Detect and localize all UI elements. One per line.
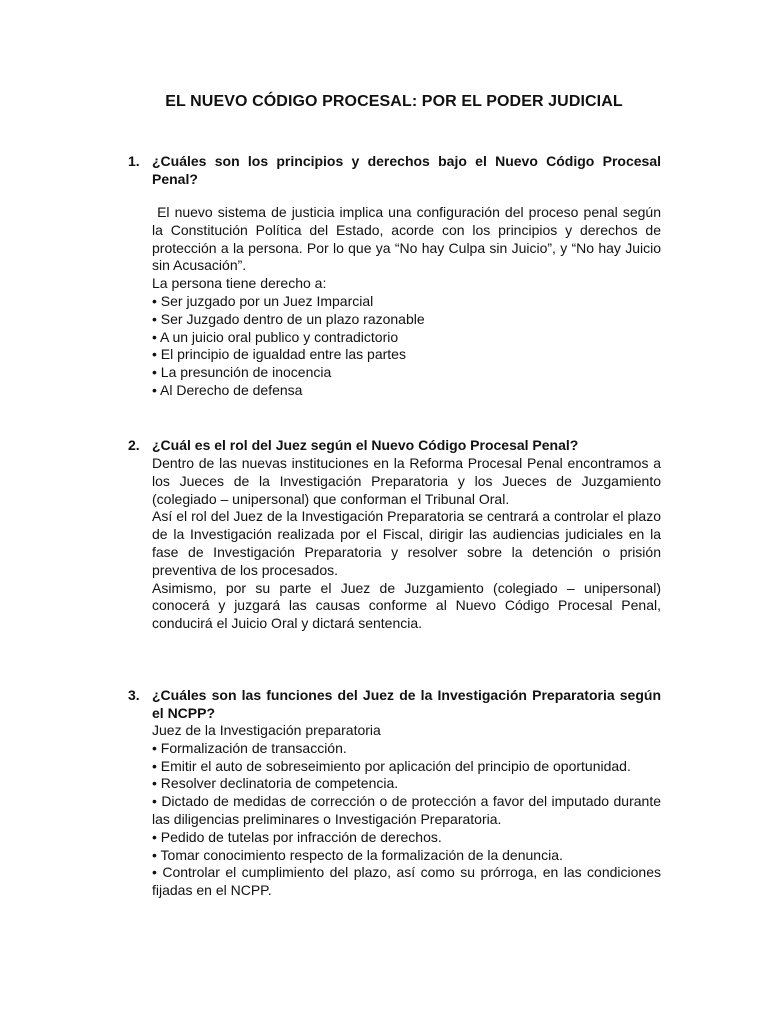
section-2-body	[152, 455, 661, 633]
section-2-paragraph: Dentro de las nuevas instituciones en la Reforma Procesal Penal encontramos a los Jueces de la Investigación Preparatoria y los Jueces de Juzgamiento (colegiado – unipersonal) que conforman el Tribunal Oral.	[152, 455, 661, 507]
section-3-question: ¿Cuáles son las funciones del Juez de la Investigación Preparatoria según el NCPP?	[152, 687, 661, 721]
section-3-bullet: • Dictado de medidas de corrección o de protección a favor del imputado durante las diligencias preliminares o Investigación Preparatoria.	[152, 793, 661, 827]
document-title: EL NUEVO CÓDIGO PROCESAL: POR EL PODER JUDICIAL	[165, 93, 623, 110]
section-3-bullet: • Pedido de tutelas por infracción de derechos.	[152, 828, 442, 845]
section-1-body	[152, 204, 665, 400]
section-1	[128, 152, 665, 412]
section-1-intro: El nuevo sistema de justicia implica una configuración del proceso penal según la Constitución Política del Estado, acorde con los principios y derechos de protección a la persona. Por lo que ya “No hay Culpa sin Juicio”, y “No hay Juicio sin Acusación”.	[152, 204, 665, 274]
section-2	[128, 436, 661, 636]
section-1-lead: La persona tiene derecho a:	[152, 275, 327, 292]
section-3-bullet: • Tomar conocimiento respecto de la formalización de la denuncia.	[152, 846, 563, 863]
section-3-number: 3.	[128, 687, 140, 703]
section-1-bullet: • A un juicio oral publico y contradictorio	[152, 328, 399, 345]
section-1-bullet: • La presunción de inocencia	[152, 364, 332, 381]
section-3-bullet: • Formalización de transacción.	[152, 739, 347, 756]
section-3	[128, 686, 661, 926]
section-1-question: ¿Cuáles son los principios y derechos bajo el Nuevo Código Procesal Penal?	[152, 153, 661, 187]
section-2-question: ¿Cuál es el rol del Juez según el Nuevo Código Procesal Penal?	[152, 437, 579, 453]
section-3-bullet: • Emitir el auto de sobreseimiento por aplicación del principio de oportunidad.	[152, 757, 631, 774]
section-3-body	[152, 722, 661, 900]
section-3-lead: Juez de la Investigación preparatoria	[152, 722, 381, 738]
section-3-bullet: • Resolver declinatoria de competencia.	[152, 775, 399, 792]
section-1-bullet: • El principio de igualdad entre las partes	[152, 346, 406, 363]
section-1-number: 1.	[128, 153, 140, 169]
section-2-number: 2.	[128, 437, 140, 453]
section-3-bullet: • Controlar el cumplimiento del plazo, así como su prórroga, en las condiciones fijadas en el NCPP.	[152, 864, 661, 899]
section-2-paragraph: Asimismo, por su parte el Juez de Juzgamiento (colegiado – unipersonal) conocerá y juzgará las causas conforme al Nuevo Código Procesal Penal, conducirá el Juicio Oral y dictará sentencia.	[152, 579, 661, 632]
section-1-bullet: • Ser juzgado por un Juez Imparcial	[152, 292, 374, 309]
section-2-paragraph: Así el rol del Juez de la Investigación Preparatoria se centrará a controlar el plazo de la Investigación realizada por el Fiscal, dirigir las audiencias judiciales en la fase de Investigación Preparatoria y resolver sobre la detención o prisión preventiva de los procesados.	[152, 508, 661, 578]
section-1-bullet: • Al Derecho de defensa	[152, 381, 303, 398]
section-1-bullet: • Ser Juzgado dentro de un plazo razonable	[152, 310, 425, 327]
